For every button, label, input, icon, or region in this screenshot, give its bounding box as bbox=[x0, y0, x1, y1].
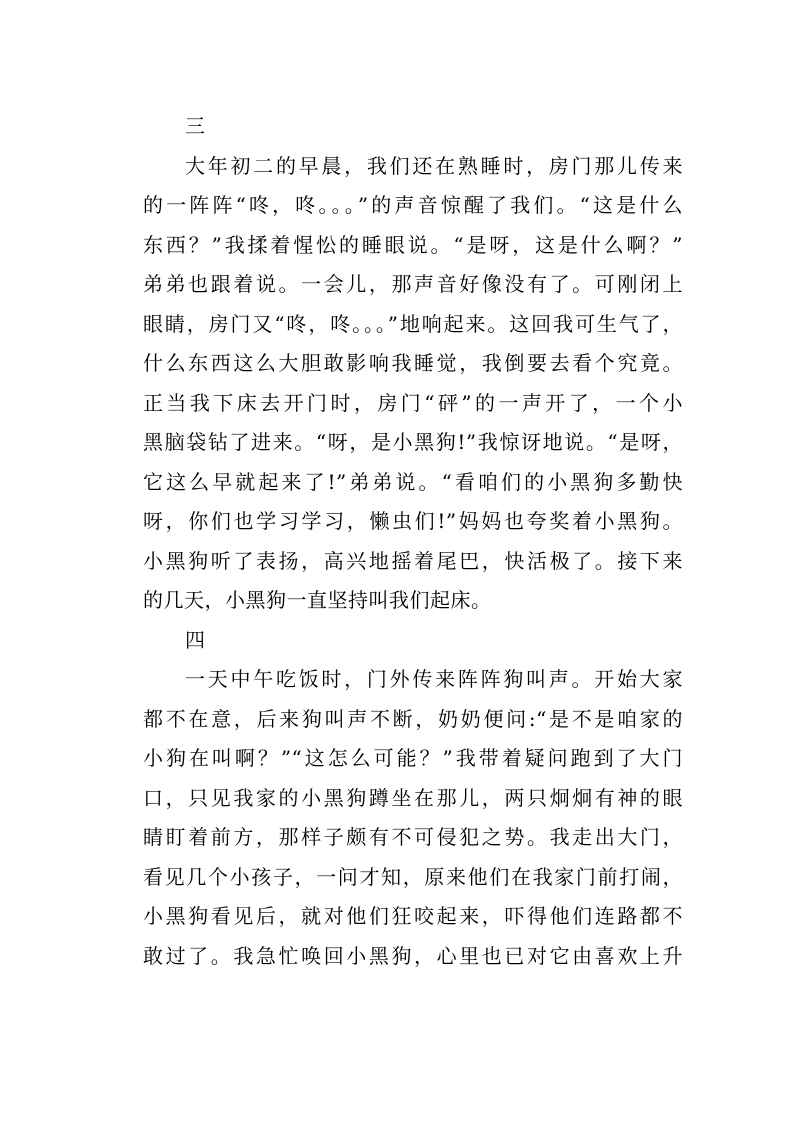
paragraph-line: 弟弟也跟着说。一会儿，那声音好像没有了。可刚闭上 bbox=[143, 272, 683, 296]
paragraph-line: 大年初二的早晨，我们还在熟睡时，房门那儿传来 bbox=[185, 153, 683, 178]
paragraph-line: 都不在意，后来狗叫声不断，奶奶便问:“是不是咱家的 bbox=[143, 706, 683, 731]
paragraph-line: 小狗在叫啊？”“这怎么可能？”我带着疑问跑到了大门 bbox=[143, 746, 683, 770]
paragraph-line: 东西？”我揉着惺忪的睡眼说。“是呀，这是什么啊？” bbox=[143, 232, 683, 257]
paragraph-line: 一天中午吃饭时，门外传来阵阵狗叫声。开始大家 bbox=[185, 667, 683, 691]
paragraph-line: 小黑狗看见后，就对他们狂咬起来，吓得他们连路都不 bbox=[143, 904, 683, 928]
section-heading-3: 三 bbox=[185, 114, 205, 138]
paragraph-line: 正当我下床去开门时，房门“砰”的一声开了，一个小 bbox=[143, 390, 683, 415]
paragraph-line: 看见几个小孩子，一问才知，原来他们在我家门前打闹， bbox=[143, 864, 683, 889]
paragraph-line: 的几天，小黑狗一直坚持叫我们起床。 bbox=[143, 588, 492, 612]
document-body bbox=[143, 107, 683, 976]
paragraph-line: 小黑狗听了表扬，高兴地摇着尾巴，快活极了。接下来 bbox=[143, 548, 683, 573]
paragraph-line: 它这么早就起来了!”弟弟说。“看咱们的小黑狗多勤快 bbox=[143, 469, 683, 494]
section-heading-4: 四 bbox=[185, 627, 205, 652]
paragraph-line: 睛盯着前方，那样子颇有不可侵犯之势。我走出大门， bbox=[143, 825, 683, 849]
paragraph-line: 敢过了。我急忙唤回小黑狗，心里也已对它由喜欢上升 bbox=[143, 943, 683, 968]
paragraph-line: 呀，你们也学习学习，懒虫们!”妈妈也夸奖着小黑狗。 bbox=[143, 509, 683, 533]
paragraph-line: 眼睛，房门又“咚，咚。。。”地响起来。这回我可生气了， bbox=[143, 311, 683, 336]
paragraph-line: 口，只见我家的小黑狗蹲坐在那儿，两只炯炯有神的眼 bbox=[143, 785, 683, 810]
paragraph-line: 的一阵阵“咚，咚。。。”的声音惊醒了我们。“这是什么 bbox=[143, 193, 683, 217]
paragraph-line: 什么东西这么大胆敢影响我睡觉，我倒要去看个究竟。 bbox=[143, 351, 683, 375]
paragraph-line: 黑脑袋钻了进来。“呀，是小黑狗!”我惊讶地说。“是呀， bbox=[143, 430, 683, 454]
